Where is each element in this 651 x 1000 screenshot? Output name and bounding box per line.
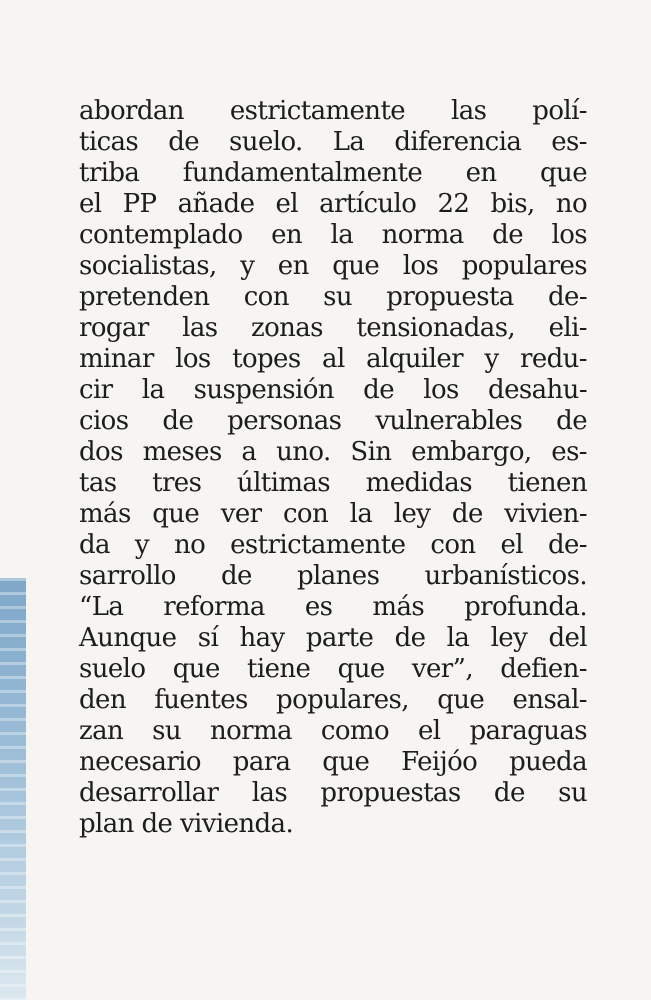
text-line: necesario para que Feijóo pueda	[79, 747, 587, 777]
text-line: cir la suspensión de los desahu-	[79, 375, 587, 405]
text-line: minar los topes al alquiler y redu-	[79, 344, 587, 374]
text-line: socialistas, y en que los populares	[79, 251, 587, 281]
text-line: pretenden con su propuesta de-	[79, 282, 587, 312]
text-line: contemplado en la norma de los	[79, 220, 587, 250]
text-line: suelo que tiene que ver”, defien-	[79, 654, 587, 684]
text-line: desarrollar las propuestas de su	[79, 778, 587, 808]
text-line: más que ver con la ley de vivien-	[79, 499, 587, 529]
article-text-column	[79, 96, 587, 840]
text-line: zan su norma como el paraguas	[79, 716, 587, 746]
text-line: cios de personas vulnerables de	[79, 406, 587, 436]
left-image-edge	[0, 578, 26, 1000]
text-line: abordan estrictamente las polí-	[79, 96, 587, 126]
text-line: el PP añade el artículo 22 bis, no	[79, 189, 587, 219]
text-line: ticas de suelo. La diferencia es-	[79, 127, 587, 157]
text-line: da y no estrictamente con el de-	[79, 530, 587, 560]
text-line: triba fundamentalmente en que	[79, 158, 587, 188]
text-line: tas tres últimas medidas tienen	[79, 468, 587, 498]
text-line: dos meses a uno. Sin embargo, es-	[79, 437, 587, 467]
text-line: “La reforma es más profunda.	[79, 592, 587, 622]
text-line: Aunque sí hay parte de la ley del	[79, 623, 587, 653]
text-line: plan de vivienda.	[79, 809, 294, 839]
text-line: den fuentes populares, que ensal-	[79, 685, 587, 715]
text-line: sarrollo de planes urbanísticos.	[79, 561, 587, 591]
text-line: rogar las zonas tensionadas, eli-	[79, 313, 587, 343]
